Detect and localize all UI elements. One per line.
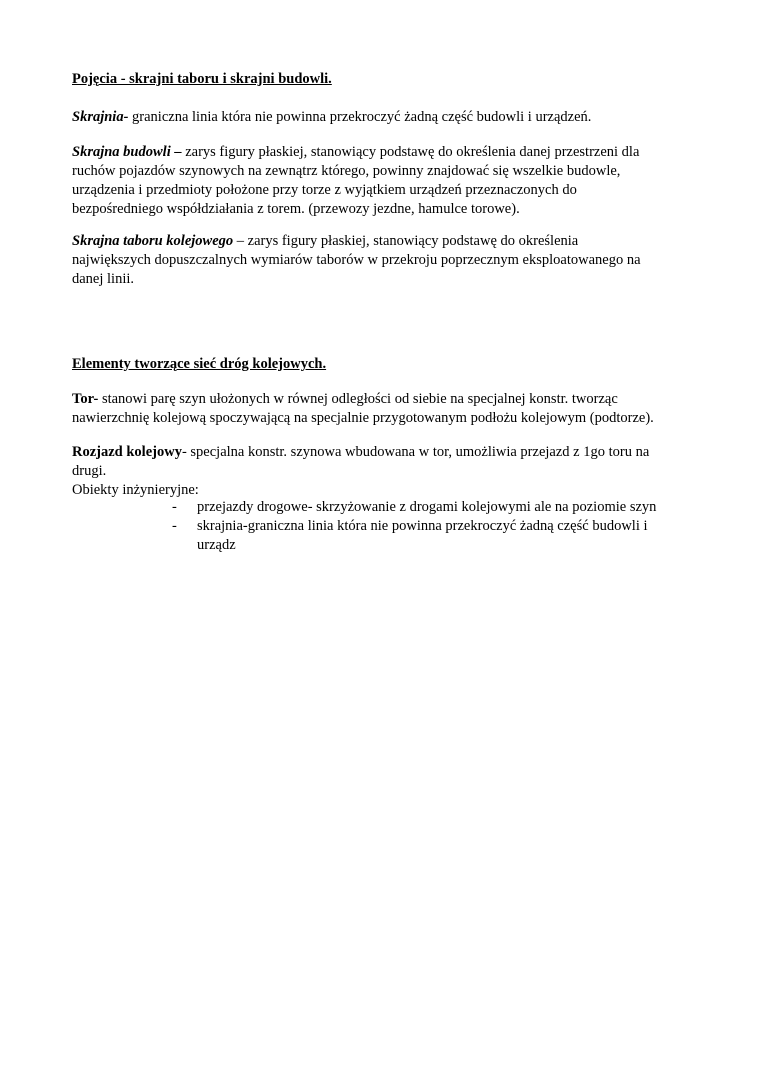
paragraph-rozjazd <box>72 443 702 500</box>
obiekty-list <box>172 498 712 555</box>
paragraph-line: urządzenia i przedmioty położone przy torze z wyjątkiem urządzeń przeznaczonych do <box>72 182 577 198</box>
list-item-text: skrajnia-graniczna linia która nie powinna przekroczyć żadną część budowli i <box>197 518 648 534</box>
paragraph-line: drugi. <box>72 463 107 479</box>
section-heading-pojecia <box>72 70 702 89</box>
definition-text: graniczna linia która nie powinna przekroczyć żadną część budowli i urządzeń. <box>128 109 592 125</box>
heading-text: Elementy tworzące sieć dróg kolejowych. <box>72 356 327 372</box>
list-item <box>172 517 712 555</box>
paragraph-line <box>72 232 702 251</box>
term-skrajnia: Skrajnia- <box>72 109 129 125</box>
paragraph-line <box>72 390 702 409</box>
dash-bullet: - <box>172 499 177 515</box>
paragraph-line <box>72 108 702 127</box>
paragraph-line: ruchów pojazdów szynowych na zewnątrz którego, powinny znajdować się wszelkie budowle, <box>72 163 621 179</box>
paragraph-line: bezpośredniego współdziałania z torem. (przewozy jezdne, hamulce torowe). <box>72 201 520 217</box>
paragraph-line: największych dopuszczalnych wymiarów taborów w przekroju poprzecznym eksploatowanego na <box>72 252 641 268</box>
section-heading-elementy <box>72 355 702 374</box>
list-item <box>172 498 712 517</box>
paragraph-line: danej linii. <box>72 271 135 287</box>
term-rozjazd: Rozjazd kolejowy <box>72 444 182 460</box>
definition-text: zarys figury płaskiej, stanowiący podstawę do określenia danej przestrzeni dla <box>181 144 640 160</box>
dash-bullet: - <box>172 518 177 534</box>
term-skrajna-taboru: Skrajna taboru kolejowego <box>72 233 234 249</box>
paragraph-line: nawierzchnię kolejową spoczywającą na specjalnie przygotowanym podłożu kolejowym (podtorze). <box>72 410 654 426</box>
definition-text: stanowi parę szyn ułożonych w równej odległości od siebie na specjalnej konstr. tworząc <box>98 391 618 407</box>
definition-text: – zarys figury płaskiej, stanowiący podstawę do określenia <box>233 233 579 249</box>
definition-text: - specjalna konstr. szynowa wbudowana w tor, umożliwia przejazd z 1go toru na <box>181 444 650 460</box>
paragraph-skrajnia <box>72 108 702 127</box>
term-skrajna-budowli: Skrajna budowli – <box>72 144 182 160</box>
list-item-text: przejazdy drogowe- skrzyżowanie z drogami kolejowymi ale na poziomie szyn <box>197 499 657 515</box>
list-item-text: urządz <box>197 537 236 553</box>
obiekty-label: Obiekty inżynieryjne: <box>72 482 199 498</box>
term-tor: Tor- <box>72 391 99 407</box>
paragraph-tor <box>72 390 702 428</box>
paragraph-line <box>72 143 702 162</box>
paragraph-skrajna-taboru <box>72 232 702 289</box>
heading-text: Pojęcia - skrajni taboru i skrajni budowli. <box>72 71 332 87</box>
paragraph-line <box>72 443 702 462</box>
paragraph-skrajna-budowli <box>72 143 702 219</box>
